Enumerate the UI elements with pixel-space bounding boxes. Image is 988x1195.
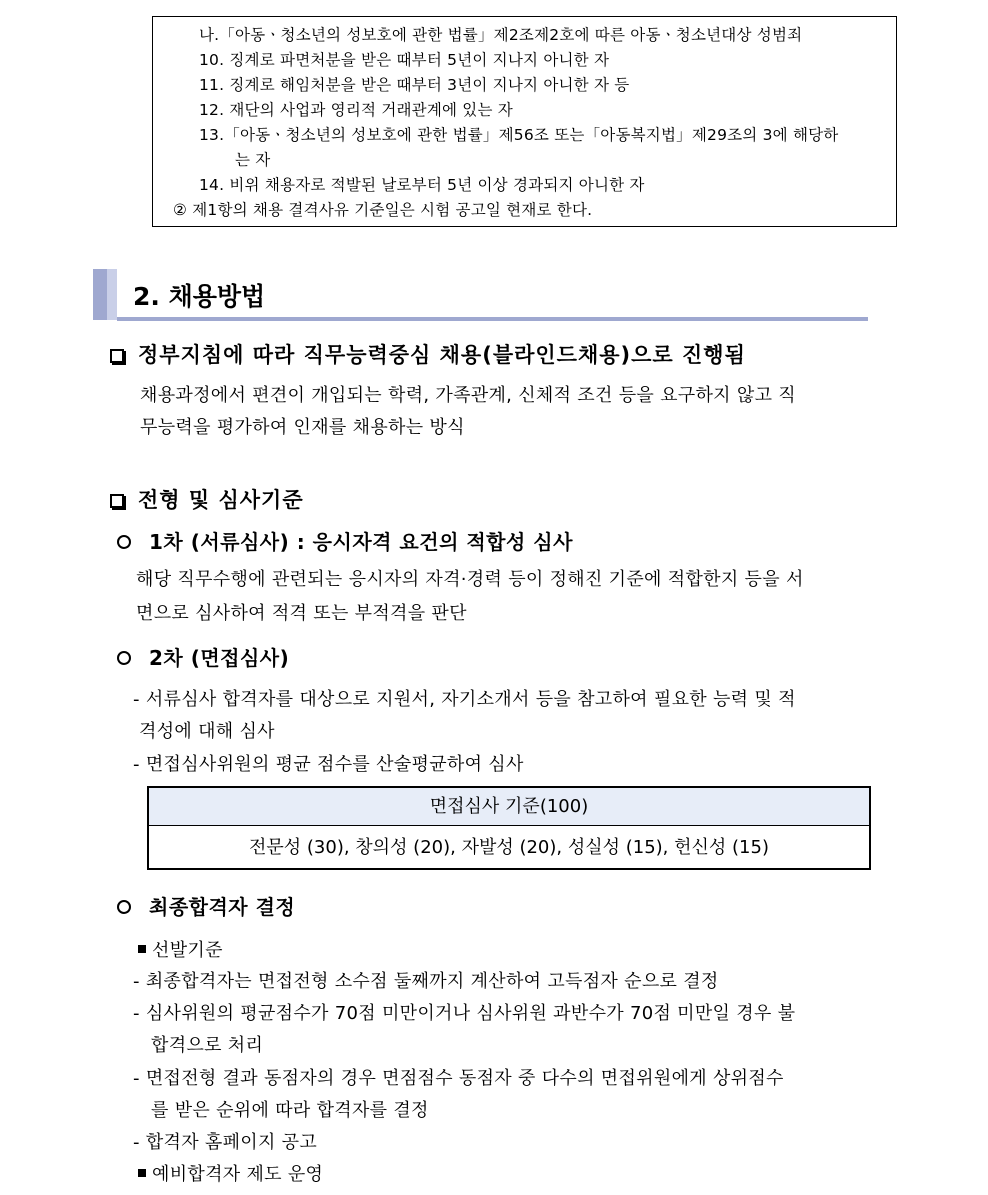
box-line-13-cont: 는 자 [235,151,271,169]
stage-1-desc-1: 해당 직무수행에 관련되는 응시자의 자격·경력 등이 정해진 기준에 적합한지 등을 서 [136,569,804,590]
small-square-bullet-icon [138,1169,146,1177]
interview-criteria-table [147,786,871,870]
final-item-3b: 를 받은 순위에 따라 합격자를 결정 [151,1100,429,1121]
box-line-12: 12. 재단의 사업과 영리적 거래관계에 있는 자 [199,101,513,119]
stage-2-item-1b: 격성에 대해 심사 [139,721,275,742]
interview-criteria-body: 전문성 (30), 창의성 (20), 자발성 (20), 성실성 (15), 헌신성 (15) [249,837,769,858]
final-sub-selection-criteria-text: 선발기준 [152,940,223,961]
small-square-bullet-icon [138,945,146,953]
circle-bullet-icon [117,900,131,914]
stage-1-desc-2: 면으로 심사하여 적격 또는 부적격을 판단 [136,603,467,624]
stage-2-item-2: - 면접심사위원의 평균 점수를 산술평균하여 심사 [133,754,524,775]
heading-stage-2-text: 2차 (면접심사) [149,646,290,670]
stage-2-item-1a: - 서류심사 합격자를 대상으로 지원서, 자기소개서 등을 참고하여 필요한 능력 및 적 [133,689,796,710]
heading-blind-hiring [110,339,746,369]
final-item-4: - 합격자 홈페이지 공고 [133,1132,318,1153]
square-bullet-icon [110,349,124,363]
blind-hiring-desc-1: 채용과정에서 편견이 개입되는 학력, 가족관계, 신체적 조건 등을 요구하지 않고 직 [140,385,796,406]
heading-final-selection-text: 최종합격자 결정 [149,895,296,919]
final-sub-reserve-system-text: 예비합격자 제도 운영 [152,1164,324,1185]
blind-hiring-desc-2: 무능력을 평가하여 인재를 채용하는 방식 [140,417,465,438]
final-sub-reserve-system [138,1160,323,1186]
section-title: 2. 채용방법 [133,282,266,311]
final-item-2b: 합격으로 처리 [151,1035,264,1056]
box-line-11: 11. 징계로 해임처분을 받은 때부터 3년이 지나지 아니한 자 등 [199,76,630,94]
heading-stage-2 [117,642,289,671]
section-accent-bar-light [107,269,117,320]
final-item-1: - 최종합격자는 면접전형 소수점 둘째까지 계산하여 고득점자 순으로 결정 [133,971,719,992]
heading-final-selection [117,891,295,920]
final-item-2a: - 심사위원의 평균점수가 70점 미만이거나 심사위원 과반수가 70점 미만일 경우 불 [133,1003,796,1024]
heading-screening-criteria-text: 전형 및 심사기준 [138,488,304,512]
heading-stage-1 [117,526,573,555]
square-bullet-icon [110,494,124,508]
box-line-14: 14. 비위 채용자로 적발된 날로부터 5년 이상 경과되지 아니한 자 [199,176,645,194]
heading-screening-criteria [110,484,304,514]
final-sub-selection-criteria [138,936,223,962]
box-line-13: 13.「아동ㆍ청소년의 성보호에 관한 법률」제56조 또는「아동복지법」제29조의 3에 해당하 [199,126,839,144]
final-item-3a: - 면접전형 결과 동점자의 경우 면점점수 동점자 중 다수의 면접위원에게 상위점수 [133,1068,784,1089]
box-line-10: 10. 징계로 파면처분을 받은 때부터 5년이 지나지 아니한 자 [199,51,610,69]
section-accent-bar [93,269,107,320]
box-line-clause-2: ② 제1항의 채용 결격사유 기준일은 시험 공고일 현재로 한다. [173,201,593,219]
heading-blind-hiring-text: 정부지침에 따라 직무능력중심 채용(블라인드채용)으로 진행됨 [138,343,746,367]
circle-bullet-icon [117,651,131,665]
heading-stage-1-text: 1차 (서류심사) : 응시자격 요건의 적합성 심사 [149,530,573,554]
section-underline [117,317,868,321]
circle-bullet-icon [117,535,131,549]
disqualification-box [152,16,897,227]
interview-criteria-header: 면접심사 기준(100) [149,788,869,826]
box-line-na: 나.「아동ㆍ청소년의 성보호에 관한 법률」제2조제2호에 따른 아동ㆍ청소년대상 성범죄 [199,26,803,44]
